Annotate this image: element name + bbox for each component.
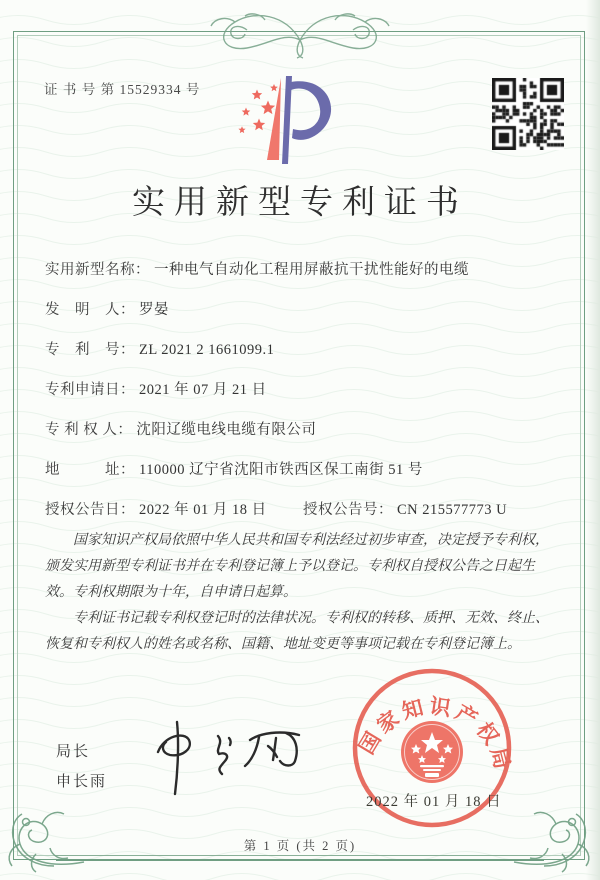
field-row-grant — [45, 498, 565, 519]
field-value: 一种电气自动化工程用屏蔽抗干扰性能好的电缆 — [154, 262, 469, 278]
field-value: 110000 辽宁省沈阳市铁西区保工南街 51 号 — [139, 462, 423, 478]
field-label: 专利申请日： — [45, 382, 135, 398]
field-row-name — [45, 258, 565, 279]
field-row-filing-date — [45, 378, 565, 399]
official-seal-icon — [332, 648, 532, 848]
seal-ring-text: 国家知识产权局 — [354, 693, 516, 776]
field-value: ZL 2021 2 1661099.1 — [139, 342, 275, 358]
field-value: CN 215577773 U — [397, 502, 508, 518]
cnipa-logo-icon — [230, 72, 340, 167]
commissioner-name: 申长雨 — [56, 774, 108, 790]
legal-paragraph-2: 专利证书记载专利权登记时的法律状况。专利权的转移、质押、无效、终止、恢复和专利权人的姓名或名称、国籍、地址变更等事项记载在专利登记簿上。 — [45, 611, 549, 652]
national-emblem — [401, 721, 463, 783]
field-row-address — [45, 458, 565, 479]
field-label: 实用新型名称： — [45, 262, 150, 278]
field-label: 地 址： — [45, 462, 135, 478]
qr-code-icon — [492, 78, 564, 150]
field-label: 专 利 号： — [45, 342, 135, 358]
field-pair-grant-no — [303, 498, 507, 519]
legal-text — [45, 528, 557, 658]
certificate-title: 实用新型专利证书 — [132, 185, 468, 221]
footer-rule — [56, 855, 544, 861]
field-row-patentee — [45, 418, 565, 439]
handwritten-signature-icon — [118, 708, 318, 808]
field-row-patent-no — [45, 338, 565, 359]
certificate-number: 证 书 号 第 15529334 号 — [44, 82, 201, 97]
field-label: 发 明 人： — [45, 302, 135, 318]
field-label: 专 利 权 人： — [45, 422, 133, 438]
field-value: 沈阳辽缆电线电缆有限公司 — [136, 422, 317, 438]
field-label: 授权公告日： — [45, 502, 135, 518]
field-label: 授权公告号： — [303, 502, 393, 518]
legal-paragraph-1: 国家知识产权局依照中华人民共和国专利法经过初步审查，决定授予专利权，颁发实用新型专利证书并在专利登记簿上予以登记。专利权自授权公告之日起生效。专利权期限为十年，自申请日起算。 — [45, 533, 549, 600]
page-edge-shadow — [586, 0, 600, 880]
field-value: 2022 年 01 月 18 日 — [139, 502, 267, 518]
commissioner-title: 局长 — [56, 744, 91, 760]
top-flourish-ornament — [185, 6, 415, 62]
field-value: 罗晏 — [139, 302, 169, 318]
field-row-inventor — [45, 298, 565, 319]
field-value: 2021 年 07 月 21 日 — [139, 382, 267, 398]
seal-date: 2022 年 01 月 18 日 — [366, 794, 502, 810]
page-number: 第 1 页 (共 2 页) — [243, 839, 357, 853]
